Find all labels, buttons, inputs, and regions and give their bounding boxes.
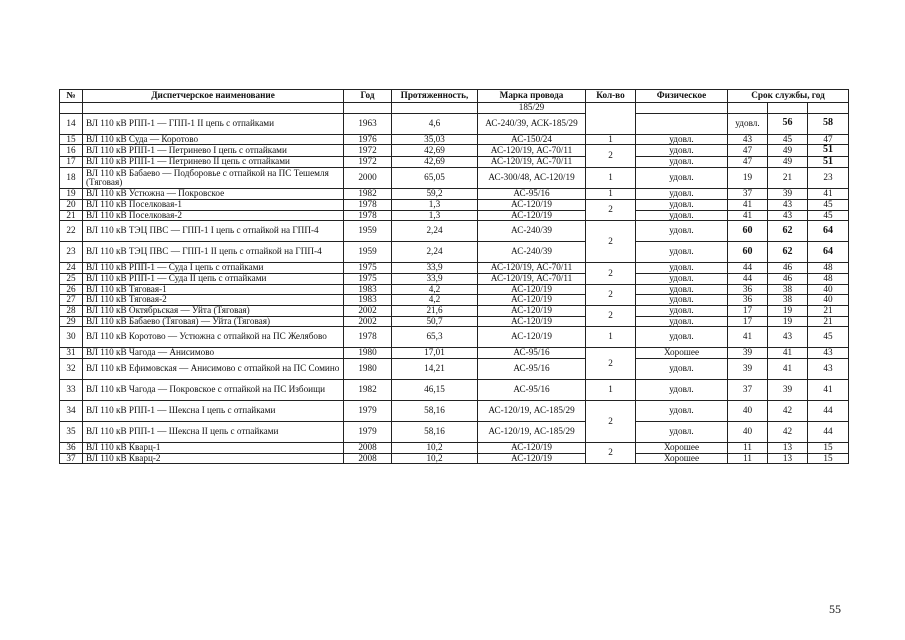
row-life-2: 38 bbox=[768, 284, 808, 295]
row-physical: удовл. bbox=[636, 189, 728, 200]
row-name: ВЛ 110 кВ РПП-1 — Суда II цепь с отпайками bbox=[83, 273, 344, 284]
row-length: 4,2 bbox=[392, 295, 478, 306]
row-number: 18 bbox=[60, 168, 83, 189]
row-year: 2008 bbox=[344, 442, 392, 453]
row-length: 10,2 bbox=[392, 453, 478, 464]
row-number: 28 bbox=[60, 305, 83, 316]
row-physical: удовл. bbox=[636, 242, 728, 263]
row-length: 21,6 bbox=[392, 305, 478, 316]
table-row bbox=[60, 379, 849, 400]
row-wire: АС-120/19 bbox=[478, 295, 586, 306]
row-wire: АС-95/16 bbox=[478, 358, 586, 379]
row-number: 35 bbox=[60, 421, 83, 442]
row-life-1: 40 bbox=[728, 400, 768, 421]
row-length: 2,24 bbox=[392, 242, 478, 263]
row-number: 20 bbox=[60, 199, 83, 210]
row-wire: АС-120/19, АС-70/11 bbox=[478, 263, 586, 274]
continuation-row bbox=[60, 103, 849, 114]
row-count: 1 bbox=[586, 168, 636, 189]
row-life-3: 41 bbox=[808, 379, 849, 400]
row-length: 2,24 bbox=[392, 221, 478, 242]
row-life-2: 43 bbox=[768, 199, 808, 210]
row-wire: АС-120/19 bbox=[478, 327, 586, 348]
row-name: ВЛ 110 кВ Кварц-1 bbox=[83, 442, 344, 453]
header-count: Кол-во bbox=[586, 90, 636, 103]
row-wire: АС-95/16 bbox=[478, 379, 586, 400]
table-row bbox=[60, 453, 849, 464]
row-count: 2 bbox=[586, 221, 636, 263]
table-row bbox=[60, 305, 849, 316]
row-length: 58,16 bbox=[392, 400, 478, 421]
row-wire: АС-120/19, АС-185/29 bbox=[478, 400, 586, 421]
row-name: ВЛ 110 кВ ТЭЦ ПВС — ГПП-1 I цепь с отпайкой на ГПП-4 bbox=[83, 221, 344, 242]
table-body bbox=[60, 103, 849, 464]
row-life-3: 15 bbox=[808, 442, 849, 453]
row-life-1: 44 bbox=[728, 263, 768, 274]
row-year: 1983 bbox=[344, 284, 392, 295]
table-row bbox=[60, 199, 849, 210]
row-name: ВЛ 110 кВ Тяговая-2 bbox=[83, 295, 344, 306]
row-wire: АС-120/19 bbox=[478, 442, 586, 453]
row-wire: АС-240/39, АСК-185/29 bbox=[478, 113, 586, 134]
table-row bbox=[60, 421, 849, 442]
row-count: 2 bbox=[586, 199, 636, 220]
table-row bbox=[60, 295, 849, 306]
row-year: 2000 bbox=[344, 168, 392, 189]
header-name: Диспетчерское наименование bbox=[83, 90, 344, 103]
row-year: 1972 bbox=[344, 156, 392, 168]
row-count: 1 bbox=[586, 189, 636, 200]
row-wire: АС-95/16 bbox=[478, 189, 586, 200]
row-physical: удовл. bbox=[636, 295, 728, 306]
row-year: 1975 bbox=[344, 263, 392, 274]
row-life-1: 17 bbox=[728, 316, 768, 327]
row-physical: удовл. bbox=[636, 210, 728, 221]
row-number: 15 bbox=[60, 134, 83, 145]
row-life-3: 40 bbox=[808, 284, 849, 295]
row-year: 2002 bbox=[344, 305, 392, 316]
table-row bbox=[60, 134, 849, 145]
row-number: 14 bbox=[60, 113, 83, 134]
row-name: ВЛ 110 кВ Суда — Коротово bbox=[83, 134, 344, 145]
row-life-3: 51 bbox=[808, 156, 849, 168]
row-name: ВЛ 110 кВ ТЭЦ ПВС — ГПП-1 II цепь с отпайкой на ГПП-4 bbox=[83, 242, 344, 263]
row-physical: удовл. bbox=[636, 199, 728, 210]
header-service-life: Срок службы, год bbox=[728, 90, 849, 103]
row-life-3: 64 bbox=[808, 221, 849, 242]
row-count: 2 bbox=[586, 145, 636, 168]
row-length: 33,9 bbox=[392, 273, 478, 284]
row-physical: удовл. bbox=[636, 305, 728, 316]
header-physical: Физическое bbox=[636, 90, 728, 103]
row-physical: удовл. bbox=[636, 358, 728, 379]
row-name: ВЛ 110 кВ Тяговая-1 bbox=[83, 284, 344, 295]
row-wire: АС-120/19 bbox=[478, 199, 586, 210]
row-life-3: 45 bbox=[808, 199, 849, 210]
row-life-2: 41 bbox=[768, 348, 808, 359]
row-life-3: 48 bbox=[808, 263, 849, 274]
row-length: 10,2 bbox=[392, 442, 478, 453]
row-physical: удовл. bbox=[636, 145, 728, 157]
row-life-1: 37 bbox=[728, 189, 768, 200]
row-life-1: 17 bbox=[728, 305, 768, 316]
row-length: 65,3 bbox=[392, 327, 478, 348]
header-length: Протяженность, bbox=[392, 90, 478, 103]
row-life-2: 45 bbox=[768, 134, 808, 145]
row-wire: АС-120/19, АС-70/11 bbox=[478, 273, 586, 284]
row-length: 4,2 bbox=[392, 284, 478, 295]
row-life-2: 46 bbox=[768, 263, 808, 274]
row-life-2: 62 bbox=[768, 242, 808, 263]
table-row bbox=[60, 221, 849, 242]
row-wire: АС-120/19 bbox=[478, 284, 586, 295]
table-row bbox=[60, 113, 849, 134]
row-life-3: 45 bbox=[808, 327, 849, 348]
row-life-2: 39 bbox=[768, 189, 808, 200]
row-physical: удовл. bbox=[636, 168, 728, 189]
header-number: № bbox=[60, 90, 83, 103]
row-physical: удовл. bbox=[636, 284, 728, 295]
row-wire: АС-240/39 bbox=[478, 221, 586, 242]
row-physical: удовл. bbox=[636, 273, 728, 284]
row-name: ВЛ 110 кВ Чагода — Анисимово bbox=[83, 348, 344, 359]
row-physical: удовл. bbox=[636, 400, 728, 421]
row-name: ВЛ 110 кВ РПП-1 — Шексна II цепь с отпайками bbox=[83, 421, 344, 442]
row-number: 31 bbox=[60, 348, 83, 359]
header-year: Год bbox=[344, 90, 392, 103]
row-length: 4,6 bbox=[392, 113, 478, 134]
row-life-2: 46 bbox=[768, 273, 808, 284]
row-life-3: 41 bbox=[808, 189, 849, 200]
row-name: ВЛ 110 кВ РПП-1 — Шексна I цепь с отпайками bbox=[83, 400, 344, 421]
row-wire: АС-120/19, АС-70/11 bbox=[478, 145, 586, 157]
table-row bbox=[60, 327, 849, 348]
row-number: 32 bbox=[60, 358, 83, 379]
row-name: ВЛ 110 кВ Кварц-2 bbox=[83, 453, 344, 464]
row-year: 1959 bbox=[344, 242, 392, 263]
row-physical: удовл. bbox=[636, 379, 728, 400]
row-count: 1 bbox=[586, 134, 636, 145]
row-number: 34 bbox=[60, 400, 83, 421]
row-year: 1978 bbox=[344, 199, 392, 210]
row-life-1: 11 bbox=[728, 442, 768, 453]
row-life-3: 44 bbox=[808, 400, 849, 421]
row-year: 1963 bbox=[344, 113, 392, 134]
row-length: 50,7 bbox=[392, 316, 478, 327]
row-name: ВЛ 110 кВ Бабаево — Подборовье с отпайкой на ПС Тешемля (Тяговая) bbox=[83, 168, 344, 189]
row-wire: АС-120/19, АС-70/11 bbox=[478, 156, 586, 168]
table-row bbox=[60, 442, 849, 453]
table-row bbox=[60, 316, 849, 327]
row-life-3: 40 bbox=[808, 295, 849, 306]
row-number: 17 bbox=[60, 156, 83, 168]
table-row bbox=[60, 263, 849, 274]
row-wire: АС-120/19 bbox=[478, 316, 586, 327]
row-year: 1982 bbox=[344, 189, 392, 200]
row-number: 37 bbox=[60, 453, 83, 464]
row-life-1: 60 bbox=[728, 242, 768, 263]
row-life-2: 19 bbox=[768, 305, 808, 316]
row-life-1: 41 bbox=[728, 210, 768, 221]
header-wire: Марка провода bbox=[478, 90, 586, 103]
row-year: 1976 bbox=[344, 134, 392, 145]
row-life-1: 47 bbox=[728, 145, 768, 157]
row-physical: удовл. bbox=[636, 263, 728, 274]
row-life-2: 43 bbox=[768, 327, 808, 348]
table-row bbox=[60, 168, 849, 189]
row-year: 2008 bbox=[344, 453, 392, 464]
row-life-3: 23 bbox=[808, 168, 849, 189]
row-year: 1978 bbox=[344, 210, 392, 221]
row-wire: АС-95/16 bbox=[478, 348, 586, 359]
row-physical: удовл. bbox=[636, 316, 728, 327]
row-length: 59,2 bbox=[392, 189, 478, 200]
row-year: 1983 bbox=[344, 295, 392, 306]
row-physical: удовл. bbox=[728, 113, 768, 134]
row-name: ВЛ 110 кВ Октябрьская — Уйта (Тяговая) bbox=[83, 305, 344, 316]
row-physical: удовл. bbox=[636, 134, 728, 145]
row-life-2: 49 bbox=[768, 145, 808, 157]
row-name: ВЛ 110 кВ РПП-1 — Суда I цепь с отпайками bbox=[83, 263, 344, 274]
row-count: 2 bbox=[586, 348, 636, 380]
row-life-1: 37 bbox=[728, 379, 768, 400]
row-year: 1980 bbox=[344, 348, 392, 359]
row-life-1: 43 bbox=[728, 134, 768, 145]
row-year: 1975 bbox=[344, 273, 392, 284]
row-year: 1982 bbox=[344, 379, 392, 400]
row-physical: удовл. bbox=[636, 156, 728, 168]
row-life-1: 39 bbox=[728, 358, 768, 379]
row-count: 2 bbox=[586, 305, 636, 326]
row-life-1: 11 bbox=[728, 453, 768, 464]
row-life-1: 47 bbox=[728, 156, 768, 168]
row-length: 42,69 bbox=[392, 156, 478, 168]
row-length: 14,21 bbox=[392, 358, 478, 379]
row-name: ВЛ 110 кВ Поселковая-2 bbox=[83, 210, 344, 221]
row-name: ВЛ 110 кВ Ефимовская — Анисимово с отпайкой на ПС Сомино bbox=[83, 358, 344, 379]
row-year: 1980 bbox=[344, 358, 392, 379]
row-life-2: 13 bbox=[768, 453, 808, 464]
row-life-1: 36 bbox=[728, 284, 768, 295]
row-length: 42,69 bbox=[392, 145, 478, 157]
row-number: 16 bbox=[60, 145, 83, 157]
row-name: ВЛ 110 кВ Коротово — Устюжна с отпайкой на ПС Желябово bbox=[83, 327, 344, 348]
table-row bbox=[60, 400, 849, 421]
row-count: 2 bbox=[586, 263, 636, 284]
row-length: 35,03 bbox=[392, 134, 478, 145]
row-count bbox=[636, 113, 728, 134]
row-life-3: 43 bbox=[808, 348, 849, 359]
row-year: 2002 bbox=[344, 316, 392, 327]
row-life-2: 21 bbox=[768, 168, 808, 189]
lines-table bbox=[59, 89, 849, 464]
row-life-3: 15 bbox=[808, 453, 849, 464]
row-life-1: 41 bbox=[728, 199, 768, 210]
row-number: 26 bbox=[60, 284, 83, 295]
row-life-1: 19 bbox=[728, 168, 768, 189]
row-life-2: 42 bbox=[768, 400, 808, 421]
row-number: 25 bbox=[60, 273, 83, 284]
row-number: 27 bbox=[60, 295, 83, 306]
row-number: 22 bbox=[60, 221, 83, 242]
row-life-2: 43 bbox=[768, 210, 808, 221]
row-life-3: 48 bbox=[808, 273, 849, 284]
table-row bbox=[60, 189, 849, 200]
row-length: 1,3 bbox=[392, 210, 478, 221]
row-life-1: 39 bbox=[728, 348, 768, 359]
row-length: 46,15 bbox=[392, 379, 478, 400]
row-life-1: 56 bbox=[768, 113, 808, 134]
row-wire: АС-120/19, АС-185/29 bbox=[478, 421, 586, 442]
row-length: 58,16 bbox=[392, 421, 478, 442]
row-length: 65,05 bbox=[392, 168, 478, 189]
row-count: 2 bbox=[586, 442, 636, 463]
row-life-1: 36 bbox=[728, 295, 768, 306]
row-year: 1979 bbox=[344, 400, 392, 421]
row-life-2: 58 bbox=[808, 113, 849, 134]
table-row bbox=[60, 273, 849, 284]
table-row bbox=[60, 348, 849, 359]
row-wire: АС-120/19 bbox=[478, 305, 586, 316]
row-number: 24 bbox=[60, 263, 83, 274]
row-life-1: 60 bbox=[728, 221, 768, 242]
row-life-2: 42 bbox=[768, 421, 808, 442]
row-wire: АС-240/39 bbox=[478, 242, 586, 263]
row-name: ВЛ 110 кВ Поселковая-1 bbox=[83, 199, 344, 210]
row-number: 19 bbox=[60, 189, 83, 200]
row-year: 1972 bbox=[344, 145, 392, 157]
row-life-2: 19 bbox=[768, 316, 808, 327]
row-life-2: 62 bbox=[768, 221, 808, 242]
row-physical: Хорошее bbox=[636, 453, 728, 464]
row-wire: АС-120/19 bbox=[478, 210, 586, 221]
row-number: 29 bbox=[60, 316, 83, 327]
row-life-1: 44 bbox=[728, 273, 768, 284]
row-life-3: 45 bbox=[808, 210, 849, 221]
row-count: 2 bbox=[586, 400, 636, 442]
table-row bbox=[60, 358, 849, 379]
row-life-2: 13 bbox=[768, 442, 808, 453]
row-life-3: 43 bbox=[808, 358, 849, 379]
row-physical: удовл. bbox=[636, 221, 728, 242]
row-life-3: 47 bbox=[808, 134, 849, 145]
row-year: 1978 bbox=[344, 327, 392, 348]
row-physical: Хорошее bbox=[636, 348, 728, 359]
table-row bbox=[60, 210, 849, 221]
row-name: ВЛ 110 кВ Чагода — Покровское с отпайкой на ПС Избоищи bbox=[83, 379, 344, 400]
row-life-2: 39 bbox=[768, 379, 808, 400]
row-count: 2 bbox=[586, 284, 636, 305]
page-number: 55 bbox=[829, 602, 841, 616]
row-life-3: 51 bbox=[808, 145, 849, 157]
row-physical: удовл. bbox=[636, 327, 728, 348]
row-life-1: 40 bbox=[728, 421, 768, 442]
continuation-wire: 185/29 bbox=[478, 103, 586, 114]
row-length: 33,9 bbox=[392, 263, 478, 274]
row-life-2: 38 bbox=[768, 295, 808, 306]
row-year: 1959 bbox=[344, 221, 392, 242]
row-length: 1,3 bbox=[392, 199, 478, 210]
row-name: ВЛ 110 кВ Бабаево (Тяговая) — Уйта (Тяговая) bbox=[83, 316, 344, 327]
row-life-1: 41 bbox=[728, 327, 768, 348]
row-life-3: 64 bbox=[808, 242, 849, 263]
row-number: 30 bbox=[60, 327, 83, 348]
row-wire: АС-300/48, АС-120/19 bbox=[478, 168, 586, 189]
row-number: 33 bbox=[60, 379, 83, 400]
row-year: 1979 bbox=[344, 421, 392, 442]
row-life-3: 21 bbox=[808, 316, 849, 327]
table-row bbox=[60, 242, 849, 263]
row-name: ВЛ 110 кВ Устюжна — Покровское bbox=[83, 189, 344, 200]
row-wire: АС-120/19 bbox=[478, 453, 586, 464]
row-number: 23 bbox=[60, 242, 83, 263]
table-row bbox=[60, 145, 849, 157]
row-physical: Хорошее bbox=[636, 442, 728, 453]
row-name: ВЛ 110 кВ РПП-1 — ГПП-1 II цепь с отпайками bbox=[83, 113, 344, 134]
table-row bbox=[60, 284, 849, 295]
row-physical: удовл. bbox=[636, 421, 728, 442]
row-life-3: 44 bbox=[808, 421, 849, 442]
row-length: 17,01 bbox=[392, 348, 478, 359]
row-count: 1 bbox=[586, 327, 636, 348]
row-life-3: 21 bbox=[808, 305, 849, 316]
row-number: 21 bbox=[60, 210, 83, 221]
row-number: 36 bbox=[60, 442, 83, 453]
row-life-2: 49 bbox=[768, 156, 808, 168]
row-name: ВЛ 110 кВ РПП-1 — Петринево I цепь с отпайками bbox=[83, 145, 344, 157]
table-row bbox=[60, 156, 849, 168]
row-count: 1 bbox=[586, 379, 636, 400]
row-life-2: 41 bbox=[768, 358, 808, 379]
header-row bbox=[60, 90, 849, 103]
row-name: ВЛ 110 кВ РПП-1 — Петринево II цепь с отпайками bbox=[83, 156, 344, 168]
row-wire: АС-150/24 bbox=[478, 134, 586, 145]
